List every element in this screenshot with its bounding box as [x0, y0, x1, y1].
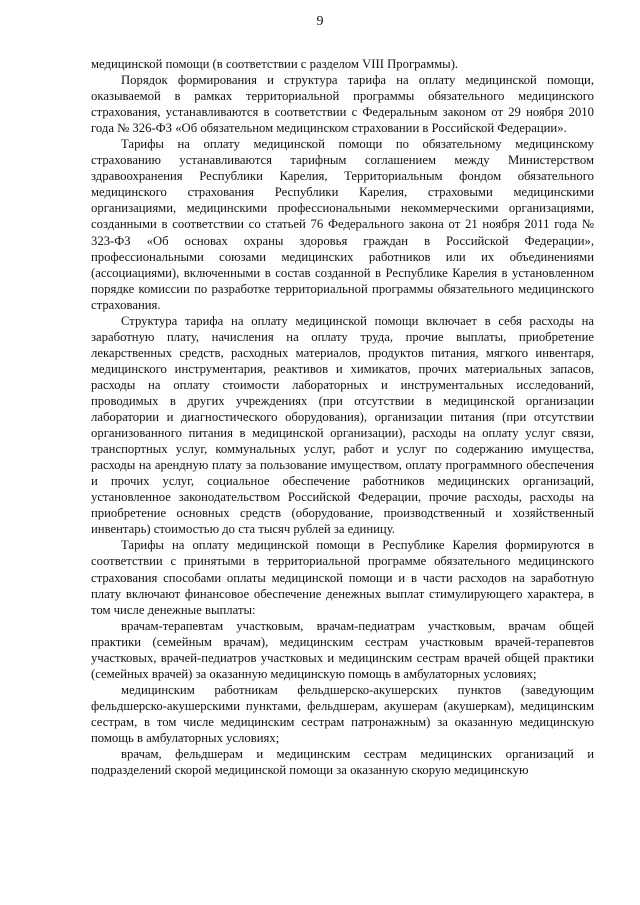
- paragraph: Тарифы на оплату медицинской помощи по обязательному медицинскому страхованию устанавливаются тарифным соглашением между Министерством здравоохранения Республики Карелия, Территориальным фондом обязательного медицинского страхования Республики Карелия, страховыми медицинскими организациями, медицинскими профессиональными некоммерческими организациями, созданными в соответствии со статьей 76 Федерального закона от 21 ноября 2011 года № 323-ФЗ «Об основах охраны здоровья граждан в Российской Федерации», профессиональными союзами медицинских работников или их объединениями (ассоциациями), включенными в состав созданной в Республике Карелия в установленном порядке комиссии по разработке территориальной программы обязательного медицинского страхования.: [91, 137, 594, 312]
- paragraph: медицинской помощи (в соответствии с разделом VIII Программы).: [91, 57, 459, 71]
- paragraph: Тарифы на оплату медицинской помощи в Республике Карелия формируются в соответствии с принятыми в территориальной программе обязательного медицинского страхования способами оплаты медицинской помощи и в части расходов на заработную плату включают финансовое обеспечение денежных выплат стимулирующего характера, в том числе денежные выплаты:: [91, 538, 594, 617]
- document-body: [91, 56, 594, 778]
- list-item: врачам-терапевтам участковым, врачам-педиатрам участковым, врачам общей практики (семейным врачам), медицинским сестрам участковым врачей-терапевтов участковых, врачей-педиатров участковых и медицинским сестрам врачей общей практики (семейных врачей) за оказанную медицинскую помощь в амбулаторных условиях;: [91, 618, 594, 681]
- list-item: медицинским работникам фельдшерско-акушерских пунктов (заведующим фельдшерско-акушерскими пунктами, фельдшерам, акушерам (акушеркам), медицинским сестрам, в том числе медицинским сестрам патронажным) за оказанную медицинскую помощь в амбулаторных условиях;: [91, 682, 594, 745]
- paragraph: Порядок формирования и структура тарифа на оплату медицинской помощи, оказываемой в рамках территориальной программы обязательного медицинского страхования, устанавливаются в соответствии с Федеральным законом от 29 ноября 2010 года № 326-ФЗ «Об обязательном медицинском страховании в Российской Федерации».: [91, 73, 594, 136]
- paragraph: Структура тарифа на оплату медицинской помощи включает в себя расходы на заработную плату, начисления на оплату труда, прочие выплаты, приобретение лекарственных средств, расходных материалов, продуктов питания, мягкого инвентаря, медицинского инструментария, реактивов и химикатов, прочих материальных запасов, расходы на оплату стоимости лабораторных и инструментальных исследований, проводимых в других учреждениях (при отсутствии в медицинской организации лаборатории и диагностического оборудования), организации питания (при отсутствии организованного питания в медицинской организации), расходы на оплату услуг связи, транспортных услуг, коммунальных услуг, работ и услуг по содержанию имущества, расходы на арендную плату за пользование имуществом, оплату программного обеспечения и прочих услуг, социальное обеспечение работников медицинских организаций, установленное законодательством Российской Федерации, прочие расходы, расходы на приобретение основных средств (оборудование, производственный и хозяйственный инвентарь) стоимостью до ста тысяч рублей за единицу.: [91, 313, 594, 537]
- page-number: 9: [316, 14, 324, 29]
- list-item: врачам, фельдшерам и медицинским сестрам медицинских организаций и подразделений скорой медицинской помощи за оказанную скорую медицинскую: [91, 747, 594, 778]
